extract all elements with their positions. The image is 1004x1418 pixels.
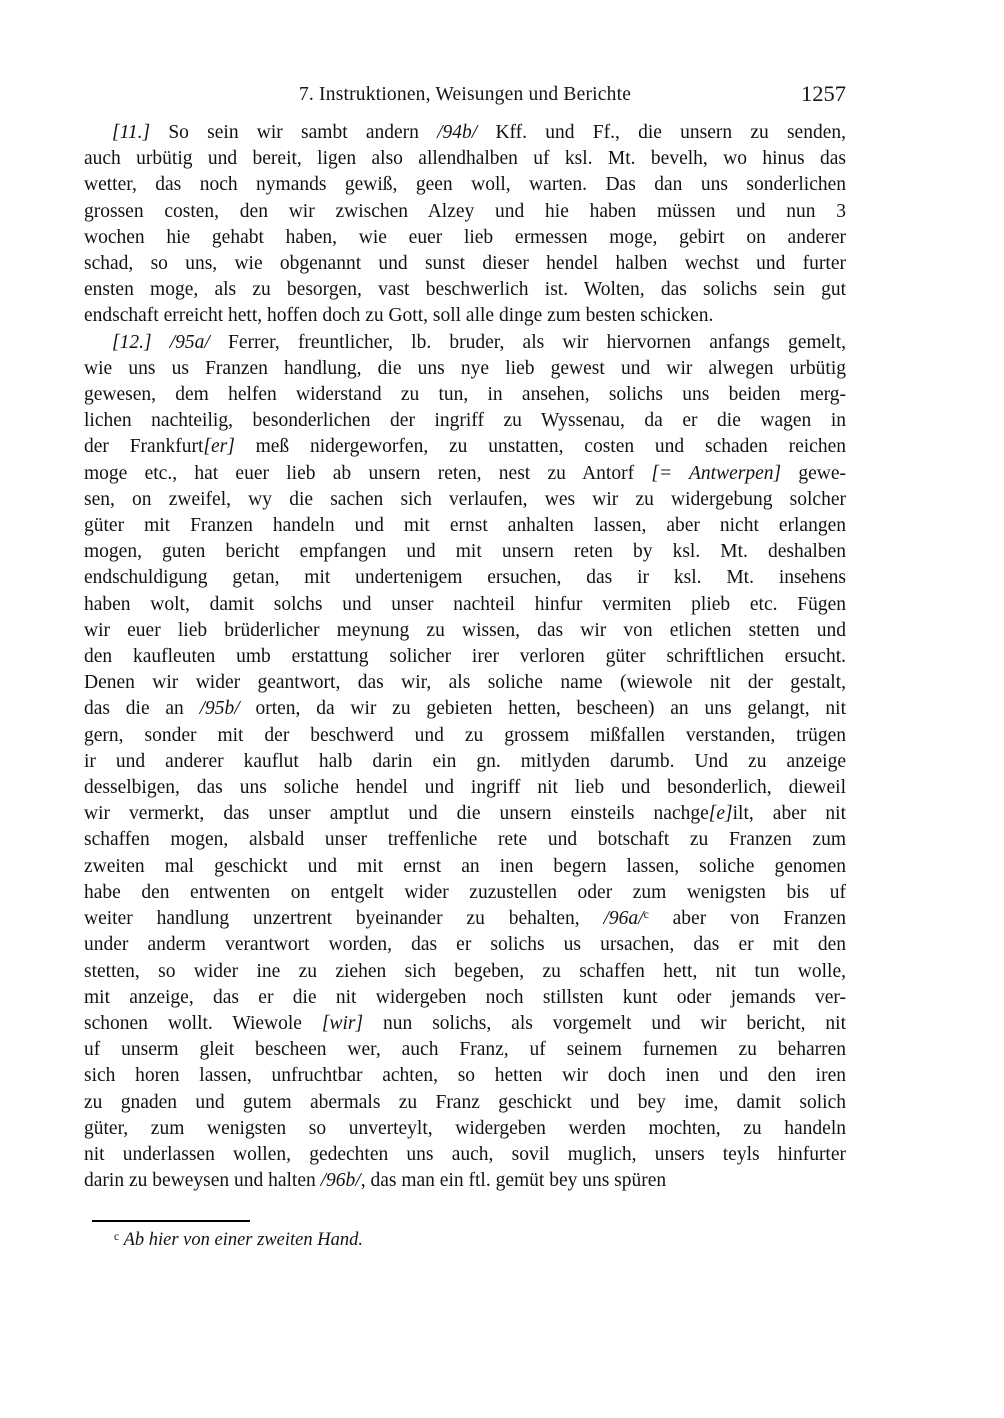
italic-run: /95a/ xyxy=(169,331,210,353)
text-run: ir und anderer kauflut halb darin ein gn. mitlyden darumb. Und zu anzeige xyxy=(84,750,846,772)
text-line xyxy=(84,539,846,565)
italic-run: Ab hier von einer zweiten Hand. xyxy=(123,1230,363,1250)
text-run: den kaufleuten umb erstattung solicher irer verloren güter schriftlichen ersucht. xyxy=(84,646,846,668)
text-line xyxy=(84,461,846,487)
text-line xyxy=(84,1063,846,1089)
text-line xyxy=(84,225,846,251)
text-run: mit anzeige, das er die nit widergeben noch stillsten kunt oder jemands ver- xyxy=(84,986,846,1008)
body-text xyxy=(84,120,846,1194)
text-line xyxy=(84,277,846,303)
text-run: gern, sonder mit der beschwerd und zu grossem mißfallen verstanden, trügen xyxy=(84,724,846,746)
text-run: grossen costen, den wir zwischen Alzey und hie haben müssen und nun 3 xyxy=(84,200,846,222)
text-run: wetter, das noch nymands gewiß, geen woll, warten. Das dan uns sonderlichen xyxy=(84,174,846,196)
text-run: stetten, so wider ine zu ziehen sich begeben, zu schaffen hett, nit tun wolle, xyxy=(84,960,846,982)
text-run: desselbigen, das uns soliche hendel und ingriff nit lieb und besonderlich, dieweil xyxy=(84,777,846,799)
text-run: güter, zum wenigsten so unverteylt, widergeben werden mochten, zu handeln xyxy=(84,1117,846,1139)
italic-run: [wir] xyxy=(321,1012,364,1034)
text-run: gewe- xyxy=(781,462,847,484)
italic-run: /94b/ xyxy=(437,122,478,143)
text-run: mogen, guten bericht empfangen und mit unsern reten by ksl. Mt. deshalben xyxy=(84,541,846,563)
text-run: lichen nachteilig, besonderlichen der ingriff zu Wyssenau, da er die wagen in xyxy=(84,410,846,432)
text-line xyxy=(84,906,846,932)
text-line xyxy=(84,1142,846,1168)
text-line xyxy=(84,120,846,146)
text-run: gewesen, dem helfen widerstand zu tun, in ansehen, solichs uns beiden merg- xyxy=(84,384,846,406)
text-line xyxy=(84,985,846,1011)
text-run: schad, so uns, wie obgenannt und sunst dieser hendel halben wechst und furter xyxy=(84,253,846,275)
text-run: der Frankfurt xyxy=(84,436,204,458)
text-run: schaffen mogen, alsbald unser treffenliche rete und botschaft zu Franzen zum xyxy=(84,829,846,851)
running-title: 7. Instruktionen, Weisungen und Berichte xyxy=(298,84,632,105)
text-line xyxy=(84,618,846,644)
text-line xyxy=(84,723,846,749)
text-line xyxy=(84,1090,846,1116)
text-run: wochen hie gehabt haben, wie euer lieb ermessen moge, gebirt on anderer xyxy=(84,226,846,248)
text-run: güter mit Franzen handeln und mit ernst anhalten lassen, aber nicht erlangen xyxy=(84,515,846,537)
text-run: das die an xyxy=(84,698,200,720)
page-header xyxy=(84,82,846,110)
italic-run: /95b/ xyxy=(199,698,240,720)
text-run: Kff. und Ff., die unsern zu senden, xyxy=(477,122,846,143)
text-line xyxy=(84,854,846,880)
paragraph xyxy=(84,330,846,1195)
italic-run: [= Antwerpen] xyxy=(651,462,782,484)
text-run: ensten moge, als zu besorgen, vast beschwerlich ist. Wolten, das solichs sein gut xyxy=(84,279,846,301)
italic-run: [e] xyxy=(708,803,733,825)
text-run: endschuldigung getan, mit undertenigem ersuchen, das ir ksl. Mt. insehens xyxy=(84,567,846,589)
text-line xyxy=(84,801,846,827)
text-run: moge etc., hat euer lieb ab unsern reten, nest zu Antorf xyxy=(84,462,652,484)
footnote-rule xyxy=(92,1220,250,1222)
text-line xyxy=(84,775,846,801)
text-run xyxy=(152,332,170,353)
text-run: nit underlassen wollen, gedechten uns auch, sovil muglich, unsers teyls hinfurter xyxy=(84,1143,846,1165)
text-run: schonen wollt. Wiewole xyxy=(84,1012,322,1034)
italic-run: /96a/ xyxy=(603,908,644,930)
footnote-area xyxy=(84,1220,846,1252)
text-line xyxy=(84,644,846,670)
text-line xyxy=(84,959,846,985)
text-line xyxy=(84,696,846,722)
text-line xyxy=(84,434,846,460)
paragraph xyxy=(84,120,846,330)
text-run: darin zu beweysen und halten xyxy=(84,1170,321,1192)
text-run: Ferrer, freuntlicher, lb. bruder, als wir hiervornen anfangs gemelt, xyxy=(209,331,846,353)
text-line xyxy=(84,932,846,958)
text-run: nun solichs, als vorgemelt und wir bericht, nit xyxy=(363,1012,846,1034)
text-run: sen, on zweifel, wy die sachen sich verlaufen, wes wir zu widergebung solcher xyxy=(84,488,846,510)
text-line xyxy=(84,1168,846,1194)
text-line xyxy=(84,172,846,198)
italic-run: [12.] xyxy=(112,331,152,353)
text-line xyxy=(84,146,846,172)
text-line xyxy=(84,199,846,225)
text-line xyxy=(84,356,846,382)
text-run: uf unserm gleit bescheen wer, auch Franz, uf seinem furnemen zu beharren xyxy=(84,1039,846,1061)
text-run: , das man ein ftl. gemüt bey uns spüren xyxy=(360,1170,667,1192)
text-run: aber von Franzen xyxy=(648,908,846,930)
text-run: wir euer lieb brüderlicher meynung zu wissen, das wir von etlichen stetten und xyxy=(84,619,846,641)
text-run: under anderm verantwort worden, das er solichs us ursachen, das er mit den xyxy=(84,934,846,956)
text-run: haben wolt, damit solchs und unser nachteil hinfur vermiten plieb etc. Fügen xyxy=(84,593,846,615)
page-number: 1257 xyxy=(801,81,846,106)
text-run: sich horen lassen, unfruchtbar achten, so hetten wir doch inen und den iren xyxy=(84,1065,846,1087)
italic-run: /96b/ xyxy=(320,1170,361,1192)
text-run: endschaft erreicht hett, hoffen doch zu Gott, soll alle dinge zum besten schicken. xyxy=(84,305,714,327)
text-line xyxy=(84,592,846,618)
text-line xyxy=(84,880,846,906)
text-line xyxy=(84,408,846,434)
text-line xyxy=(84,487,846,513)
text-line xyxy=(84,749,846,775)
text-run: wir vermerkt, das unser amptlut und die unsern einsteils nachge xyxy=(84,803,709,825)
text-run: weiter handlung unzertrent byeinander zu behalten, xyxy=(84,908,604,930)
footnote-marker: c xyxy=(114,1230,119,1243)
text-line xyxy=(84,513,846,539)
text-run: So sein wir sambt andern xyxy=(150,122,438,143)
text-line xyxy=(84,303,846,329)
text-line xyxy=(84,330,846,356)
text-run: auch urbütig und bereit, ligen also allendhalben uf ksl. Mt. bevelh, wo hinus das xyxy=(84,148,846,170)
italic-run: [11.] xyxy=(112,122,151,143)
text-run: ilt, aber nit xyxy=(732,803,846,825)
text-line xyxy=(84,251,846,277)
italic-run: [er] xyxy=(203,436,235,458)
footnote-text xyxy=(84,1228,846,1252)
text-run: habe den entwenten on entgelt wider zuzustellen oder zum wenigsten bis uf xyxy=(84,881,846,903)
text-line xyxy=(84,565,846,591)
text-run: orten, da wir zu gebieten hetten, bescheen) an uns gelangt, nit xyxy=(239,698,846,720)
text-line xyxy=(84,382,846,408)
text-line xyxy=(84,827,846,853)
text-line xyxy=(84,1037,846,1063)
footnote-marker: c xyxy=(643,908,649,922)
text-run: zu gnaden und gutem abermals zu Franz geschickt und bey ime, damit solich xyxy=(84,1091,846,1113)
text-line xyxy=(84,1116,846,1142)
text-run: zweiten mal geschickt und mit ernst an inen begern lassen, soliche genomen xyxy=(84,855,846,877)
text-line xyxy=(84,1011,846,1037)
text-run: Denen wir wider geantwort, das wir, als soliche name (wiewole nit der gestalt, xyxy=(84,672,846,694)
text-run: wie uns us Franzen handlung, die uns nye lieb gewest und wir alwegen urbütig xyxy=(84,357,846,379)
text-run: meß nidergeworfen, zu unstatten, costen und schaden reichen xyxy=(234,436,846,458)
text-line xyxy=(84,670,846,696)
